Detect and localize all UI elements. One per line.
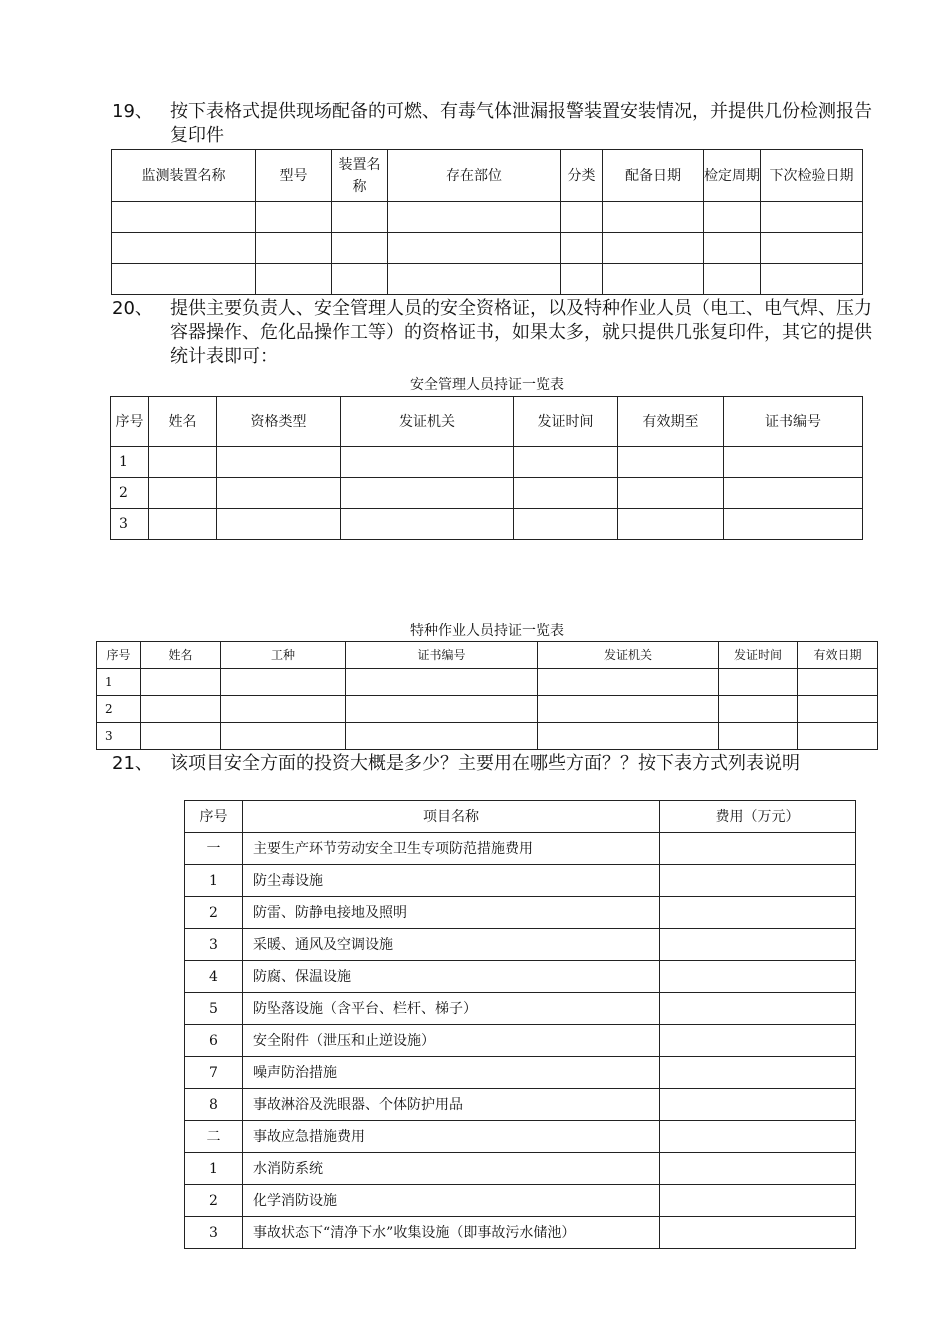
row-number: 二 bbox=[185, 1121, 243, 1153]
header-cell: 证书编号 bbox=[724, 397, 863, 447]
row-number: 1 bbox=[111, 447, 149, 478]
table-row bbox=[111, 478, 863, 509]
header-cell: 监测装置名称 bbox=[112, 150, 256, 202]
table-row bbox=[185, 1057, 856, 1089]
table-row bbox=[185, 1025, 856, 1057]
row-number: 5 bbox=[185, 993, 243, 1025]
row-number: 4 bbox=[185, 961, 243, 993]
section-text: 提供主要负责人、安全管理人员的安全资格证，以及特种作业人员（电工、电气焊、压力容器操作、危化品操作工等）的资格证书，如果太多，就只提供几张复印件，其它的提供统计表即可： bbox=[170, 298, 872, 367]
table-row bbox=[185, 897, 856, 929]
header-cell: 姓名 bbox=[141, 642, 221, 669]
header-cell: 下次检验日期 bbox=[761, 150, 863, 202]
header-cell: 姓名 bbox=[149, 397, 217, 447]
item-name: 水消防系统 bbox=[243, 1153, 660, 1185]
table-row bbox=[185, 833, 856, 865]
item-name: 防腐、保温设施 bbox=[243, 961, 660, 993]
header-cell: 序号 bbox=[97, 642, 141, 669]
section-text: 该项目安全方面的投资大概是多少？主要用在哪些方面？？按下表方式列表说明 bbox=[170, 753, 800, 774]
table-row bbox=[185, 929, 856, 961]
header-cell: 有效期至 bbox=[618, 397, 724, 447]
header-cell: 配备日期 bbox=[603, 150, 704, 202]
item-name: 防坠落设施（含平台、栏杆、梯子） bbox=[243, 993, 660, 1025]
item-name: 事故状态下“清净下水”收集设施（即事故污水储池） bbox=[243, 1217, 660, 1249]
header-cell: 检定周期 bbox=[704, 150, 761, 202]
row-number: 7 bbox=[185, 1057, 243, 1089]
table-header-row bbox=[97, 642, 878, 669]
table-row bbox=[112, 202, 863, 233]
table-row bbox=[185, 1217, 856, 1249]
header-cell: 发证时间 bbox=[719, 642, 798, 669]
header-cell: 分类 bbox=[561, 150, 603, 202]
item-name: 事故淋浴及洗眼器、个体防护用品 bbox=[243, 1089, 660, 1121]
table-row bbox=[111, 447, 863, 478]
table-row bbox=[185, 993, 856, 1025]
section-number: 20、 bbox=[112, 298, 153, 319]
header-cell: 项目名称 bbox=[243, 801, 660, 833]
section-19-heading bbox=[112, 100, 872, 148]
table-row bbox=[111, 509, 863, 540]
safety-investment-table bbox=[184, 800, 856, 1249]
header-cell: 装置名称 bbox=[332, 150, 388, 202]
header-cell: 证书编号 bbox=[346, 642, 538, 669]
row-number: 1 bbox=[185, 1153, 243, 1185]
item-name: 噪声防治措施 bbox=[243, 1057, 660, 1089]
table-row bbox=[112, 233, 863, 264]
row-number: 1 bbox=[185, 865, 243, 897]
row-number: 6 bbox=[185, 1025, 243, 1057]
table-header-row bbox=[112, 150, 863, 202]
table-row bbox=[185, 865, 856, 897]
item-name: 主要生产环节劳动安全卫生专项防范措施费用 bbox=[243, 833, 660, 865]
row-number: 2 bbox=[185, 1185, 243, 1217]
item-name: 防雷、防静电接地及照明 bbox=[243, 897, 660, 929]
section-number: 21、 bbox=[112, 753, 153, 774]
row-number: 2 bbox=[111, 478, 149, 509]
table-header-row bbox=[111, 397, 863, 447]
section-text: 按下表格式提供现场配备的可燃、有毒气体泄漏报警装置安装情况，并提供几份检测报告复印件 bbox=[170, 101, 872, 146]
header-cell: 资格类型 bbox=[217, 397, 341, 447]
header-cell: 序号 bbox=[185, 801, 243, 833]
item-name: 安全附件（泄压和止逆设施） bbox=[243, 1025, 660, 1057]
table-row bbox=[185, 1185, 856, 1217]
table-caption: 安全管理人员持证一览表 bbox=[410, 377, 564, 393]
row-number: 3 bbox=[185, 929, 243, 961]
table-row bbox=[185, 961, 856, 993]
header-cell: 型号 bbox=[256, 150, 332, 202]
header-cell: 发证机关 bbox=[538, 642, 719, 669]
row-number: 3 bbox=[97, 723, 141, 750]
row-number: 2 bbox=[185, 897, 243, 929]
header-cell: 序号 bbox=[111, 397, 149, 447]
safety-manager-cert-table bbox=[110, 396, 863, 540]
row-number: 1 bbox=[97, 669, 141, 696]
table-row bbox=[185, 1089, 856, 1121]
table-row bbox=[97, 669, 878, 696]
table-row bbox=[112, 264, 863, 295]
item-name: 采暖、通风及空调设施 bbox=[243, 929, 660, 961]
table-row bbox=[97, 723, 878, 750]
table-header-row bbox=[185, 801, 856, 833]
item-name: 事故应急措施费用 bbox=[243, 1121, 660, 1153]
header-cell: 存在部位 bbox=[388, 150, 561, 202]
row-number: 2 bbox=[97, 696, 141, 723]
table-row bbox=[97, 696, 878, 723]
row-number: 3 bbox=[111, 509, 149, 540]
header-cell: 发证机关 bbox=[341, 397, 514, 447]
header-cell: 发证时间 bbox=[514, 397, 618, 447]
special-operator-cert-table bbox=[96, 641, 878, 750]
row-number: 一 bbox=[185, 833, 243, 865]
row-number: 3 bbox=[185, 1217, 243, 1249]
header-cell: 工种 bbox=[221, 642, 346, 669]
section-21-heading bbox=[112, 752, 872, 776]
section-20-heading bbox=[112, 297, 872, 369]
row-number: 8 bbox=[185, 1089, 243, 1121]
table-caption: 特种作业人员持证一览表 bbox=[410, 623, 564, 639]
item-name: 化学消防设施 bbox=[243, 1185, 660, 1217]
header-cell: 有效日期 bbox=[798, 642, 878, 669]
section-number: 19、 bbox=[112, 101, 153, 122]
gas-alarm-table bbox=[111, 149, 863, 295]
header-cell: 费用（万元） bbox=[660, 801, 856, 833]
item-name: 防尘毒设施 bbox=[243, 865, 660, 897]
table-row bbox=[185, 1153, 856, 1185]
table-row bbox=[185, 1121, 856, 1153]
